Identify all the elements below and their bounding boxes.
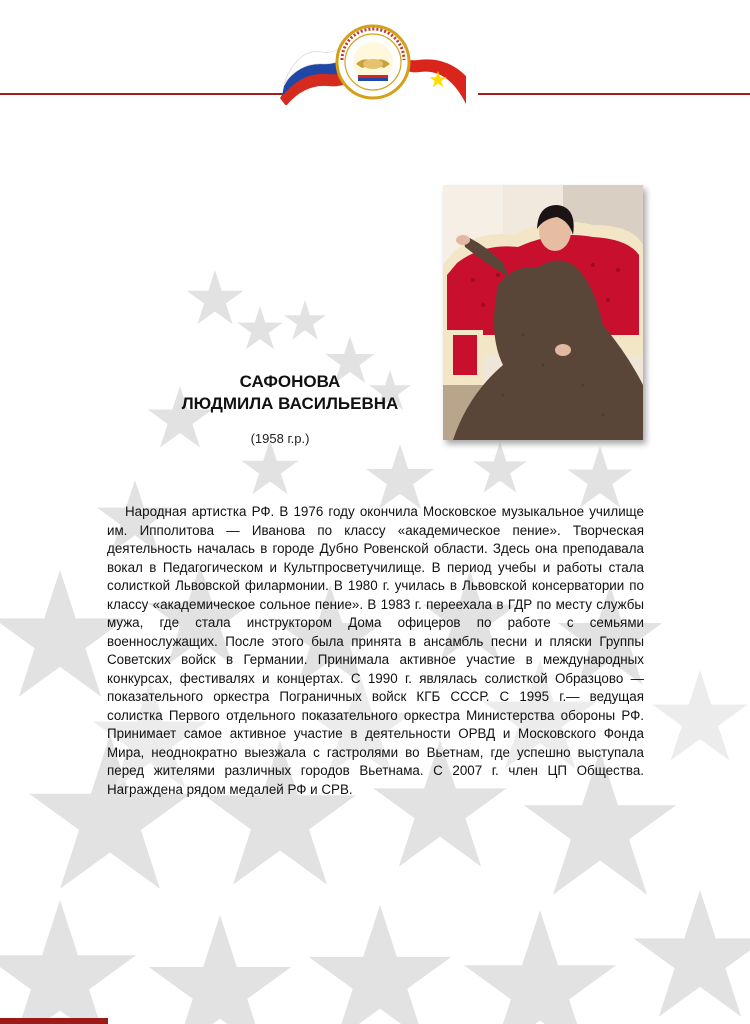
biography-text: Народная артистка РФ. В 1976 году окончила Московское музыкальное училище им. Ипполитова — Иванова по классу «академическое пение». Творческая деятельность началась в городе Дубно Ровенской области. Здесь она преподавала вокал в Педагогическом и Культпросветучилище. В период учебы и работы стала солисткой Львовской филармонии. В 1980 г. училась в Львовской консерватории по классу «академическое сольное пение». В 1983 г. переехала в ГДР по месту службы мужа, где стала инструктором Дома офицеров по работе с семьями военнослужащих. После этого была принята в ансамбль песни и пляски Группы Советских войск в Германии. Принимала активное участие в международных конкурсах, фестивалях и концертах. С 1990 г. являлась солисткой Образцово — показательного оркестра Пограничных войск КГБ СССР. С 1995 г.— ведущая солистка Первого отдельного показательного оркестра Министерства обороны РФ. Принимает самое активное участие в деятельности ОРВД и Московского Фонда Мира, неоднократно выезжала с гастролями во Вьетнам, где успешно выступала перед жителями различных городов Вьетнама. С 2007 г. член ЦП Общества. Награждена рядом медалей РФ и СРВ.	[107, 504, 644, 797]
birth-year: (1958 г.р.)	[250, 431, 310, 446]
header-divider-left	[0, 93, 283, 95]
person-given-names: ЛЮДМИЛА ВАСИЛЬЕВНА	[181, 394, 399, 413]
footer-accent-bar	[0, 1018, 108, 1024]
portrait-illustration	[443, 185, 643, 440]
biography-section	[107, 503, 644, 799]
person-name-block	[120, 371, 460, 415]
person-surname: САФОНОВА	[239, 372, 341, 391]
portrait-photo	[443, 185, 643, 440]
society-logo	[278, 20, 468, 105]
header-divider-right	[478, 93, 750, 95]
